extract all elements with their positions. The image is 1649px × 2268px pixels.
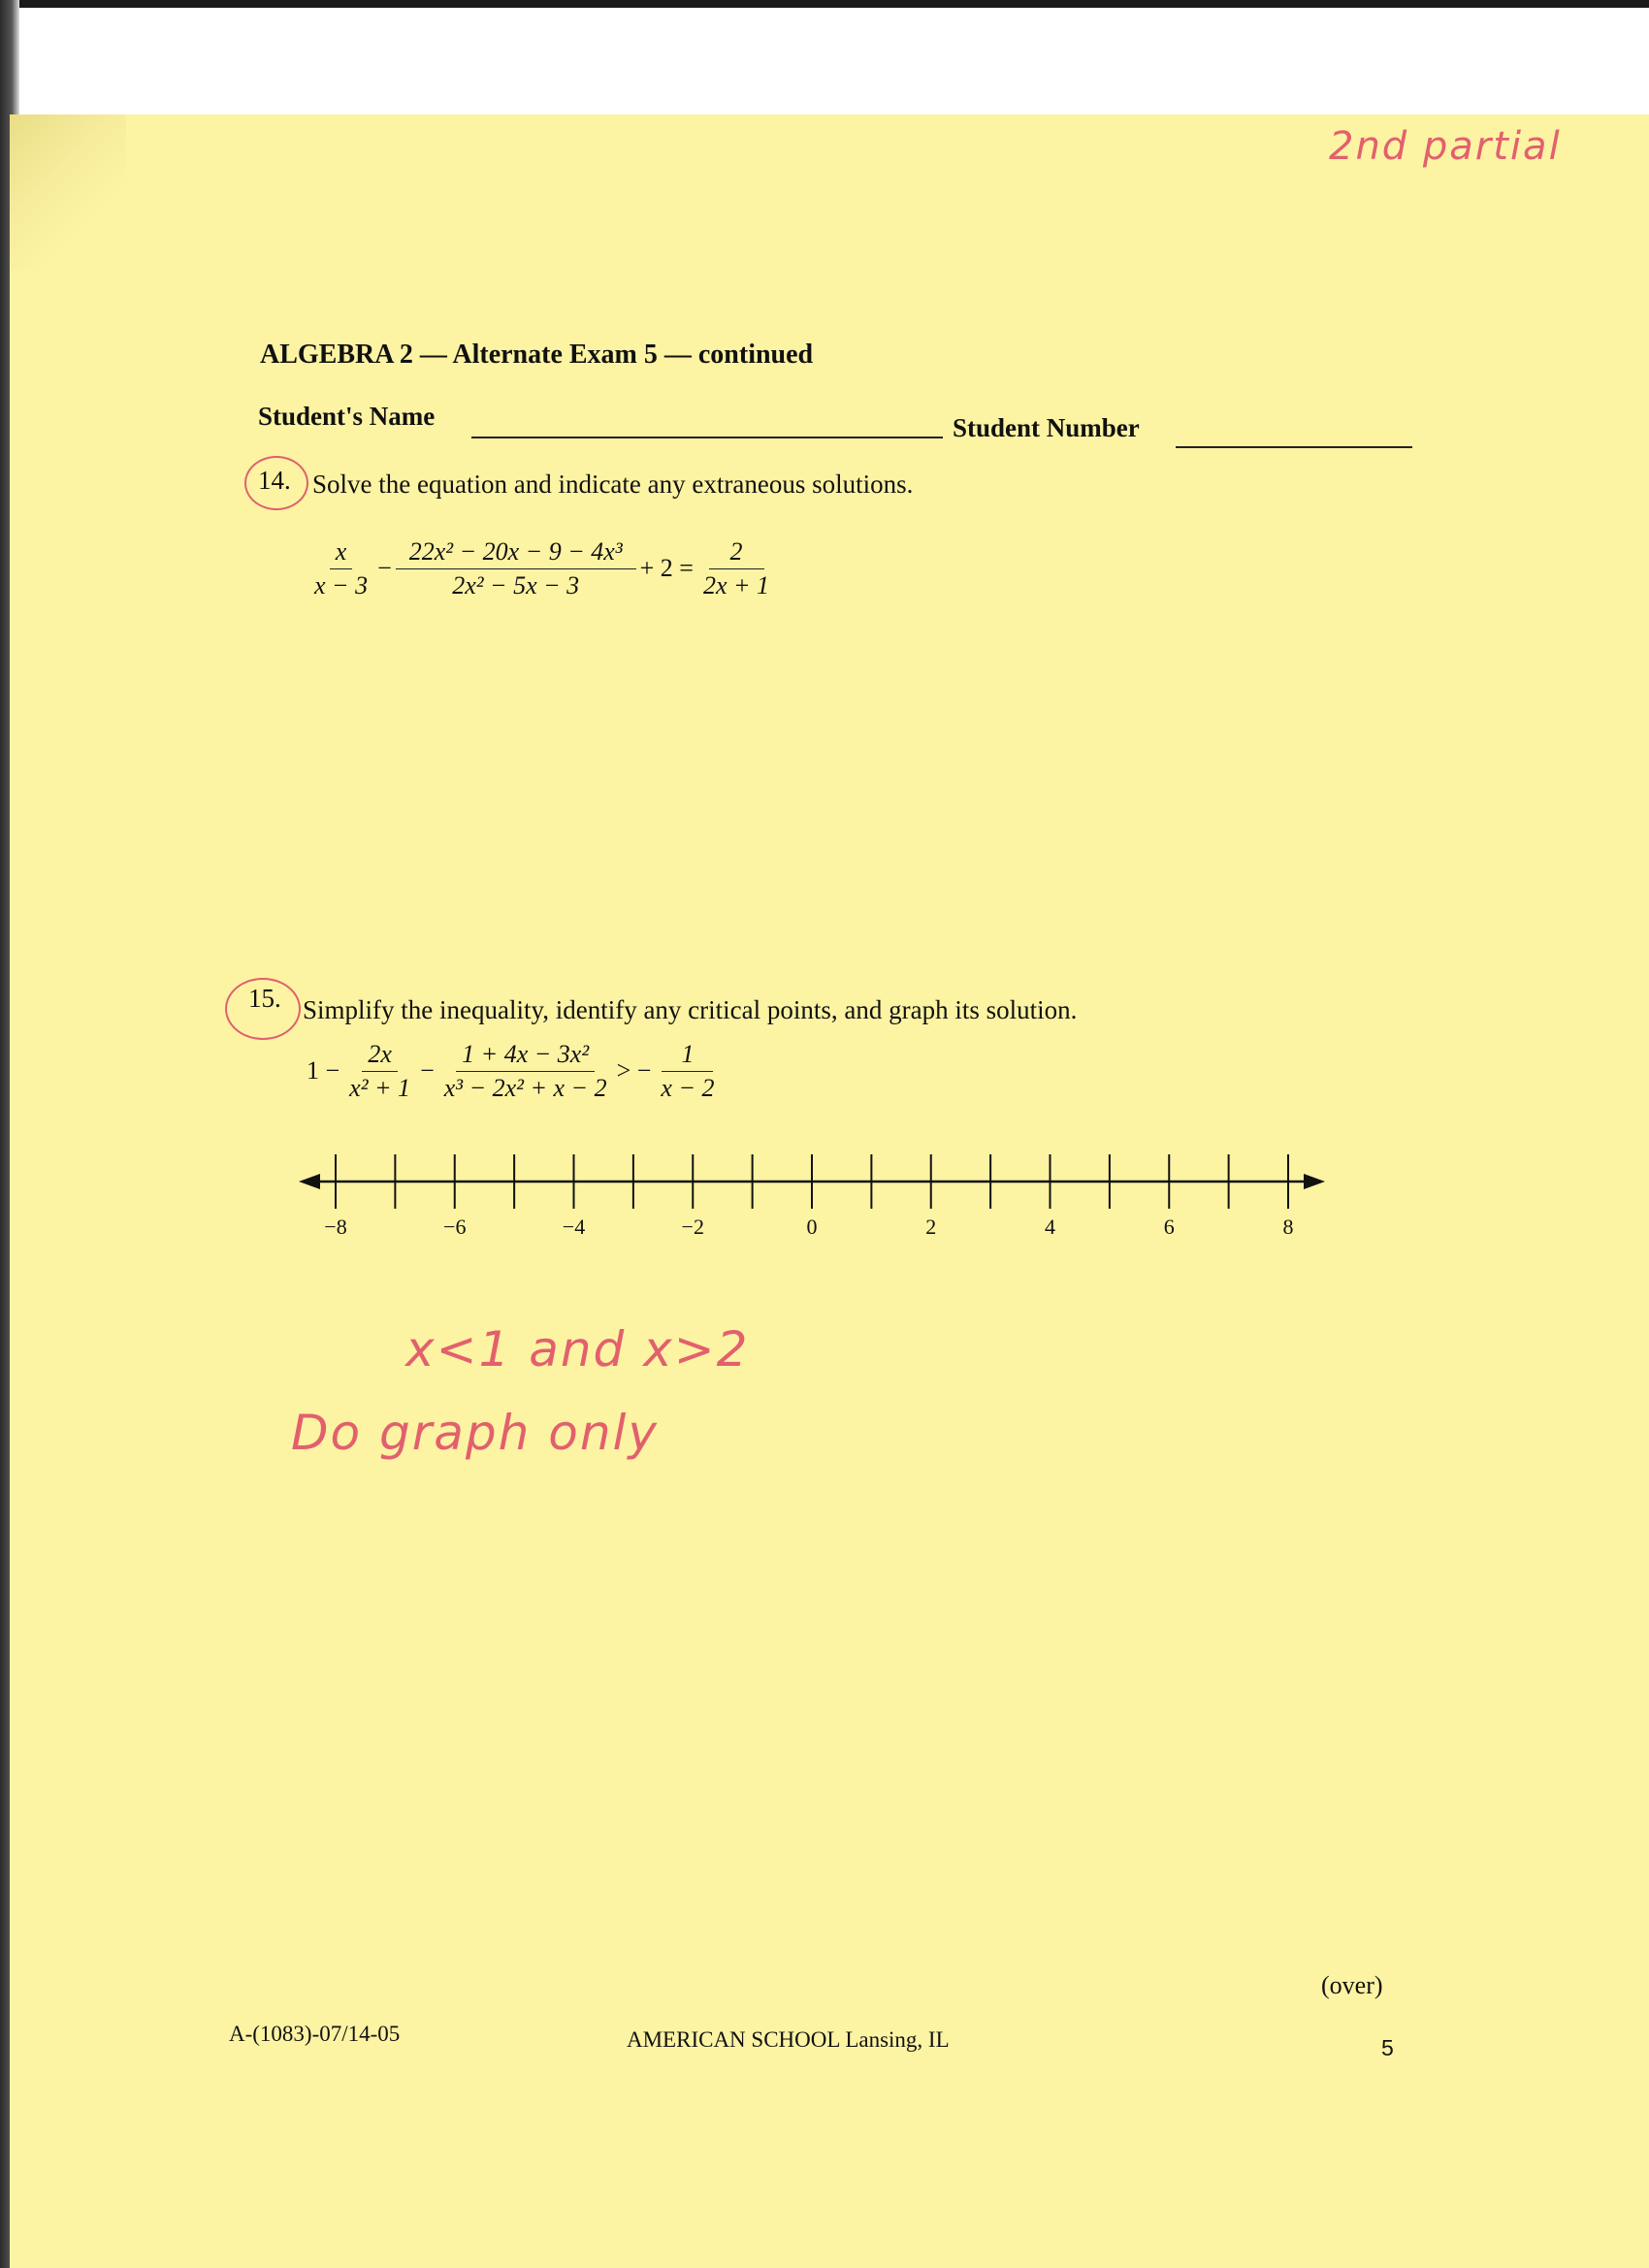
tick-label: 8 <box>1282 1215 1294 1239</box>
instructor-note: Do graph only <box>291 1405 660 1461</box>
page-number: 5 <box>1381 2035 1394 2060</box>
tick-label: −8 <box>324 1215 347 1239</box>
exam-title: ALGEBRA 2 — Alternate Exam 5 — continued <box>260 340 814 370</box>
student-number-field[interactable] <box>1176 446 1412 448</box>
q15-frac1: $\frac{2x}{\text{x² + 1}}$ <box>349 1040 411 1102</box>
tick-label: 2 <box>925 1215 937 1239</box>
q14-text: Solve the equation and indicate any extraneous solutions. <box>312 470 914 499</box>
q14-equation: $\frac{x}{x - 3}$ − $\frac{\text{22x² − 20x − 9 − 4x³}}{\text{2x² − 5x − 3}}$ + 2 = $\frac{2}{2x + 1}$ <box>308 535 775 602</box>
student-name-label: Student's Name <box>258 402 436 431</box>
q15-text: Simplify the inequality, identify any critical points, and graph its solution. <box>303 995 1078 1024</box>
number-line[interactable] <box>291 1135 1339 1242</box>
tick-label: −6 <box>443 1215 467 1239</box>
q15-inequality: 1 − $\frac{2x}{\text{x² + 1}}$ − $\frac{\text{1 + 4x − 3x²}}{\text{x³ − 2x² + x − 2}}$ > − $\frac{1}{x - 2}$ <box>303 1038 721 1105</box>
over-label: (over) <box>1321 1971 1383 1999</box>
student-name-field[interactable] <box>471 437 943 438</box>
page-corner-fold <box>10 114 126 270</box>
q14-number: 14. <box>258 466 291 495</box>
q14-frac2: $\frac{\text{22x² − 20x − 9 − 4x³}}{\text{2x² − 5x − 3}}$ <box>396 535 636 602</box>
answer-note: x<1 and x>2 <box>405 1321 750 1377</box>
q14-frac1: $\frac{x}{x - 3}$ <box>314 537 369 599</box>
form-code: A-(1083)-07/14-05 <box>229 2022 401 2046</box>
tick-label: −4 <box>562 1215 586 1239</box>
tick-label: −2 <box>681 1215 704 1239</box>
school-name: AMERICAN SCHOOL Lansing, IL <box>627 2027 950 2052</box>
right-arrow-icon <box>1304 1174 1325 1189</box>
scan-top-shadow <box>0 0 1649 8</box>
left-arrow-icon <box>299 1174 320 1189</box>
student-number-label: Student Number <box>953 413 1140 442</box>
tick-label: 6 <box>1163 1215 1175 1239</box>
q15-frac2: $\frac{\text{1 + 4x − 3x²}}{\text{x³ − 2x² + x − 2}}$ <box>443 1040 607 1102</box>
q15-frac3: $\frac{1}{x - 2}$ <box>661 1040 715 1102</box>
q15-number: 15. <box>248 984 281 1013</box>
top-right-note: 2nd partial <box>1329 124 1562 169</box>
tick-label: 4 <box>1045 1215 1055 1239</box>
tick-label: 0 <box>806 1215 818 1239</box>
q14-frac3: $\frac{2}{2x + 1}$ <box>702 537 770 599</box>
